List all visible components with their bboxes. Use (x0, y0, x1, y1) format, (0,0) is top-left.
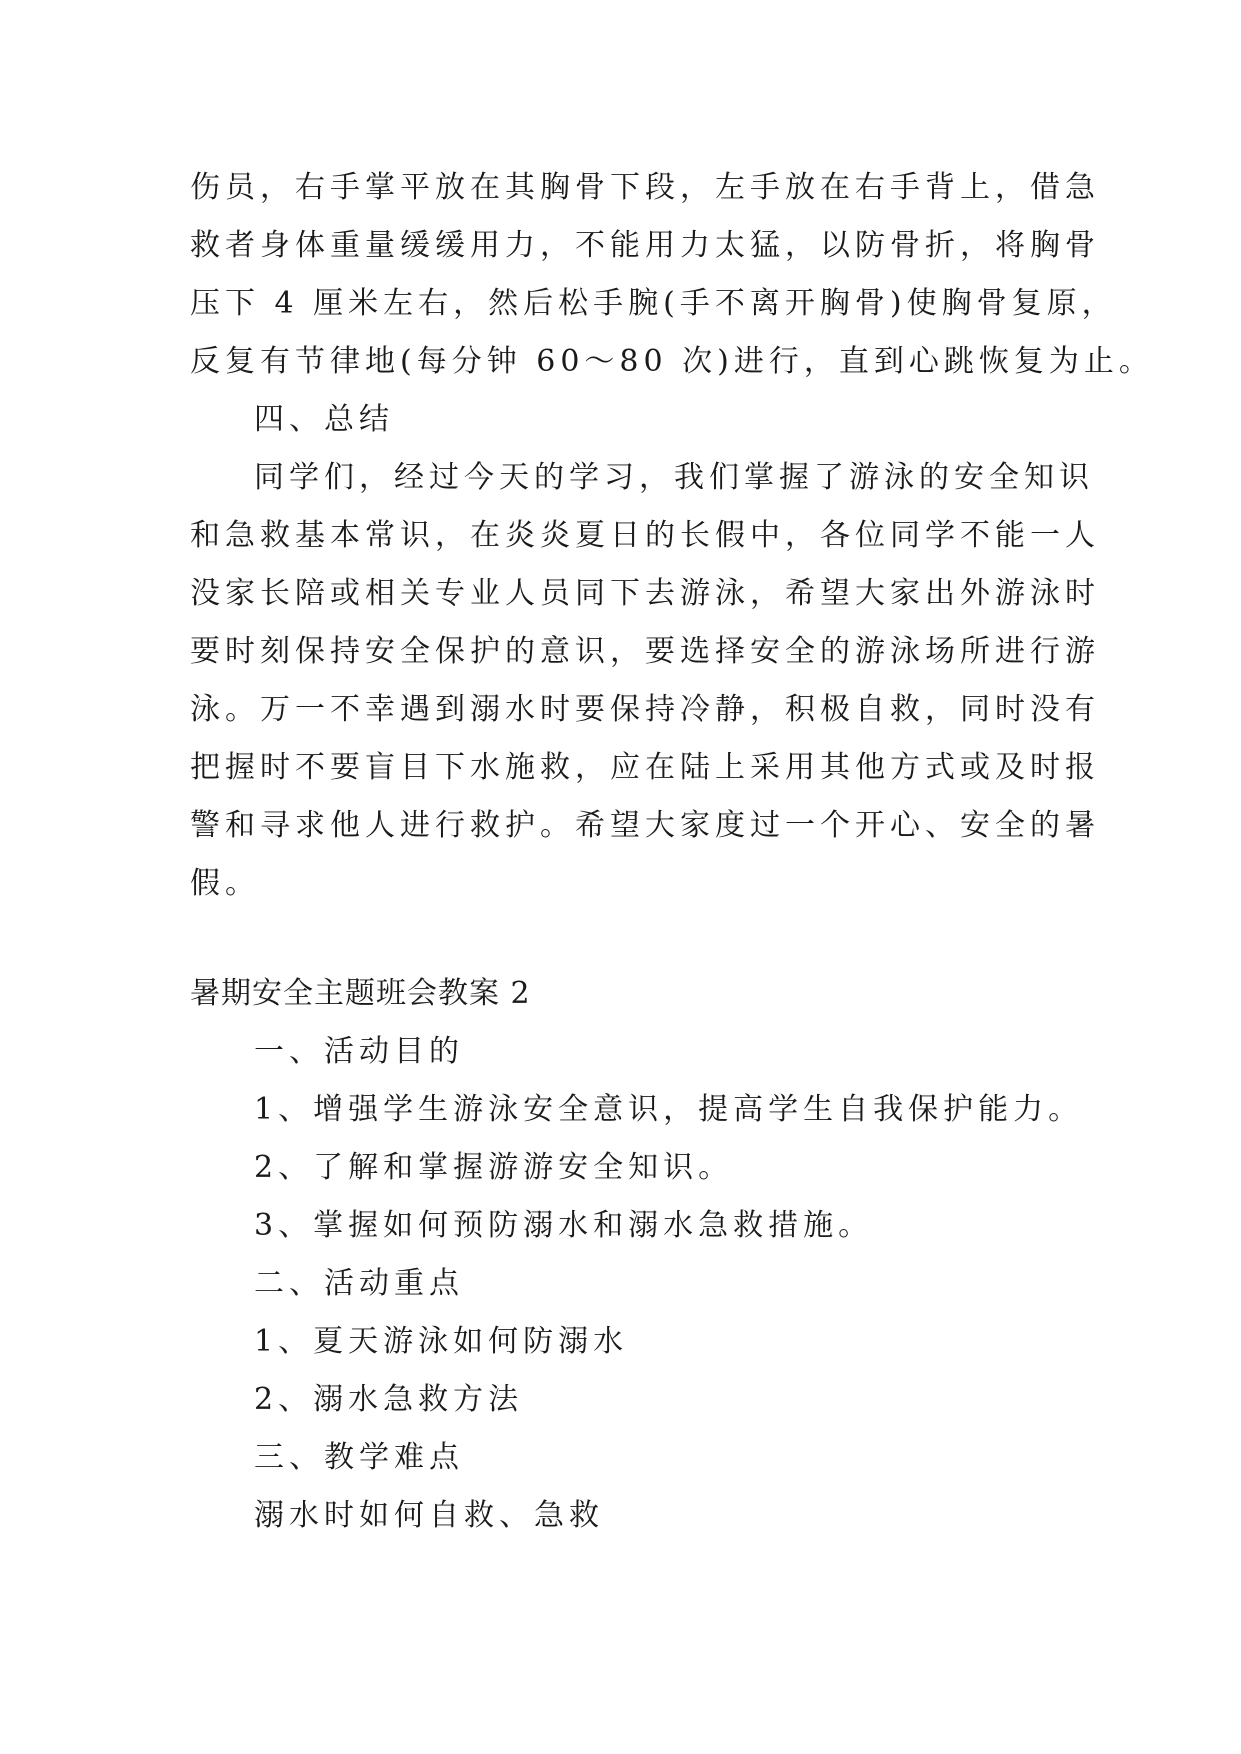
list-item: 3、掌握如何预防溺水和溺水急救措施。 (254, 1208, 874, 1243)
paragraph-line: 和急救基本常识，在炎炎夏日的长假中，各位同学不能一人 (190, 518, 1100, 553)
paragraph-line: 溺水时如何自救、急救 (254, 1498, 604, 1533)
section-heading: 三、教学难点 (254, 1440, 464, 1475)
paragraph-line: 要时刻保持安全保护的意识，要选择安全的游泳场所进行游 (190, 634, 1100, 669)
document-title: 暑期安全主题班会教案 2 (190, 976, 531, 1011)
section-heading: 二、活动重点 (254, 1266, 464, 1301)
list-item: 1、夏天游泳如何防溺水 (254, 1324, 629, 1359)
list-item: 1、增强学生游泳安全意识，提高学生自我保护能力。 (254, 1092, 1084, 1127)
paragraph-line: 救者身体重量缓缓用力，不能用力太猛，以防骨折，将胸骨 (190, 228, 1100, 263)
paragraph-line: 警和寻求他人进行救护。希望大家度过一个开心、安全的暑 (190, 808, 1100, 843)
paragraph-line: 同学们，经过今天的学习，我们掌握了游泳的安全知识 (254, 460, 1094, 495)
section-heading: 四、总结 (254, 402, 394, 437)
section-heading: 一、活动目的 (254, 1034, 464, 1069)
list-item: 2、了解和掌握游游安全知识。 (254, 1150, 734, 1185)
paragraph-line: 泳。万一不幸遇到溺水时要保持冷静，积极自救，同时没有 (190, 692, 1100, 727)
list-item: 2、溺水急救方法 (254, 1382, 524, 1417)
paragraph-line: 把握时不要盲目下水施救，应在陆上采用其他方式或及时报 (190, 750, 1100, 785)
paragraph-line: 假。 (190, 866, 260, 901)
paragraph-line: 反复有节律地(每分钟 60～80 次)进行，直到心跳恢复为止。 (190, 344, 1154, 379)
paragraph-line: 没家长陪或相关专业人员同下去游泳，希望大家出外游泳时 (190, 576, 1100, 611)
paragraph-line: 压下 4 厘米左右，然后松手腕(手不离开胸骨)使胸骨复原， (190, 286, 1117, 321)
paragraph-line: 伤员，右手掌平放在其胸骨下段，左手放在右手背上，借急 (190, 170, 1100, 205)
